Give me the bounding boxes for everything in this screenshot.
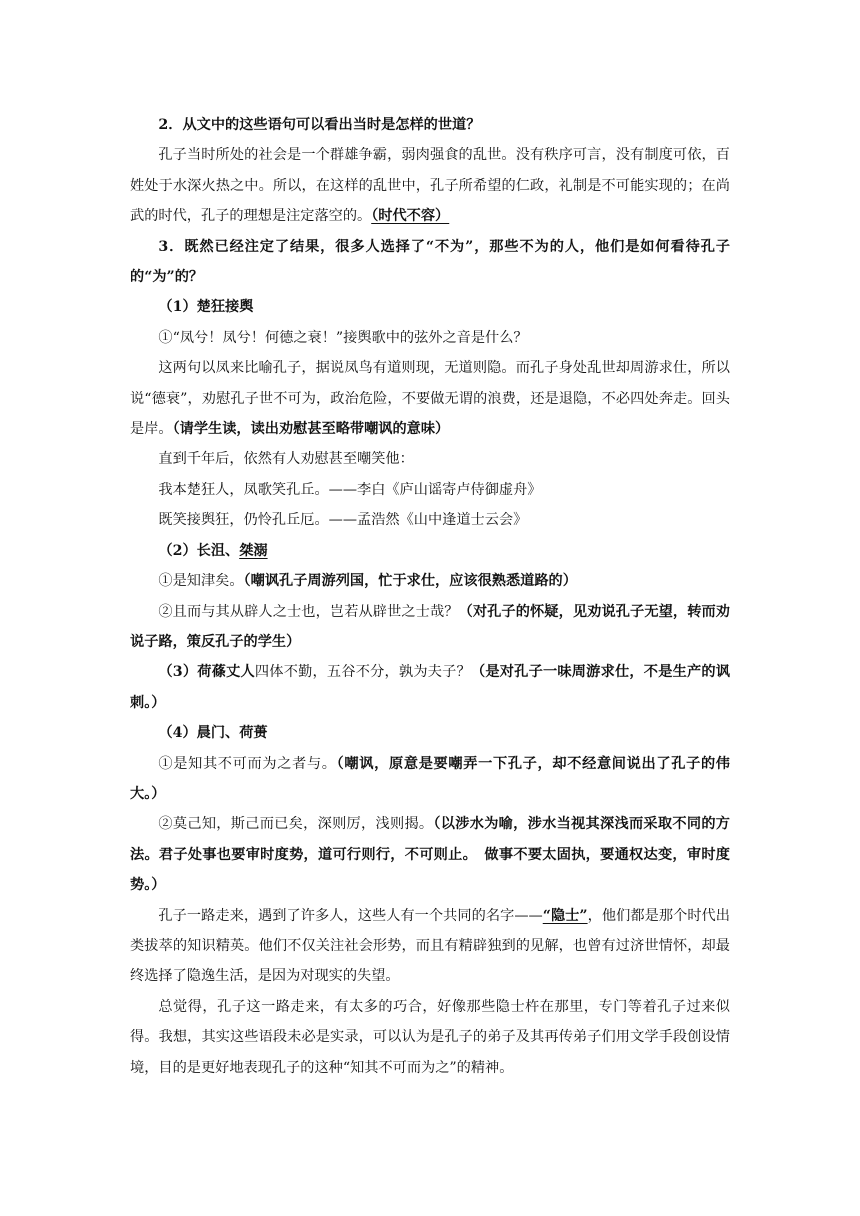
section-2-item-1 [130,566,730,596]
question-2-title: 2．从文中的这些语句可以看出当时是怎样的世道？ [158,117,481,133]
summary-p1-text-a: 孔子一路走来，遇到了许多人，这些人有一个共同的名字—— [158,907,543,924]
summary-paragraph-2: 总觉得，孔子这一路走来，有太多的巧合，好像那些隐士杵在那里，专门等着孔子过来似得。我想，其实这些语段未必是实录，可以认为是孔子的弟子及其再传弟子们用文学手段创设情境，目的是更好地表现孔子的这种“知其不可而为之”的精神。 [130,998,730,1076]
section-4-item-2 [130,809,730,900]
section-3-heading: （3）荷蓧丈人 [158,664,255,681]
section-2-item-2-text: ②且而与其从辟人之士也，岂若从辟世之士哉？ [158,603,459,620]
section-1-question: ①“凤兮！凤兮！何德之衰！”接舆歌中的弦外之音是什么？ [158,329,528,346]
section-2-heading [130,536,730,566]
question-2-answer [130,140,730,231]
section-2-item-2 [130,597,730,658]
section-1-answer-note: （请学生读，读出劝慰甚至略带嘲讽的意味） [172,421,450,438]
summary-p1-keyword: “隐士” [542,907,588,924]
section-1-heading: （1）楚狂接舆 [158,299,254,316]
section-2-heading-underlined: 桀溺 [239,542,268,559]
section-3-note: （是对孔子一味周游求仕，不是生产的讽刺。） [130,664,730,711]
poem-quote-1: 我本楚狂人，凤歌笑孔丘。——李白《庐山谣寄卢侍御虚舟》 [158,481,542,498]
section-4-item-2-note: （以涉水为喻，涉水当视其深浅而采取不同的方法。君子处事也要审时度势，道可行则行，不可则止。 做事不要太固执，要通权达变，审时度势。） [130,816,730,894]
section-2-heading-text: （2）长沮、 [158,542,240,559]
section-2-item-1-note: （嘲讽孔子周游列国，忙于求仕，应该很熟悉道路的） [243,573,577,590]
document-body [130,110,730,1083]
section-2-item-1-text: ①是知津矣。 [158,573,244,590]
section-1-later: 直到千年后，依然有人劝慰甚至嘲笑他： [158,451,414,468]
section-2-item-2-note: （对孔子的怀疑，见劝说孔子无望，转而劝说子路，策反孔子的学生） [130,603,730,650]
section-4-item-1-note: （嘲讽，原意是要嘲弄一下孔子，却不经意间说出了孔子的伟大。） [130,755,730,802]
question-2-note: （时代不容） [371,208,450,225]
section-4-heading: （4）晨门、荷蒉 [158,725,268,742]
section-4-item-1 [130,749,730,810]
section-4-item-1-text: ①是知其不可而为之者与。 [158,755,337,772]
section-1-answer [130,353,730,444]
section-3-text: 四体不勤，五谷不分，孰为夫子？ [254,664,471,681]
section-3 [130,657,730,718]
summary-paragraph-1 [130,901,730,992]
poem-quote-2: 既笑接舆狂，仍怜孔丘厄。——孟浩然《山中逢道士云会》 [158,512,528,529]
question-2-answer-text: 孔子当时所处的社会是一个群雄争霸，弱肉强食的乱世。没有秩序可言，没有制度可依，百姓处于水深火热之中。所以，在这样的乱世中，孔子所希望的仁政，礼制是不可能实现的；在尚武的时代，孔子的理想是注定落空的。 [130,147,730,225]
section-4-item-2-text: ②莫己知，斯己而已矣，深则厉，浅则揭。 [158,816,434,833]
section-1-answer-text: 这两句以凤来比喻孔子，据说凤鸟有道则现，无道则隐。而孔子身处乱世却周游求仕，所以说“德衰”，劝慰孔子世不可为，政治危险，不要做无谓的浪费，还是退隐，不必四处奔走。回头是岸。 [130,360,730,438]
question-3-title: 3．既然已经注定了结果，很多人选择了“不为”，那些不为的人，他们是如何看待孔子的“为”的？ [130,238,730,286]
summary-p1-text-b: ，他们都是那个时代出类拔萃的知识精英。他们不仅关注社会形势，而且有精辟独到的见解，也曾有过济世情怀，却最终选择了隐逸生活，是因为对现实的失望。 [130,907,730,985]
